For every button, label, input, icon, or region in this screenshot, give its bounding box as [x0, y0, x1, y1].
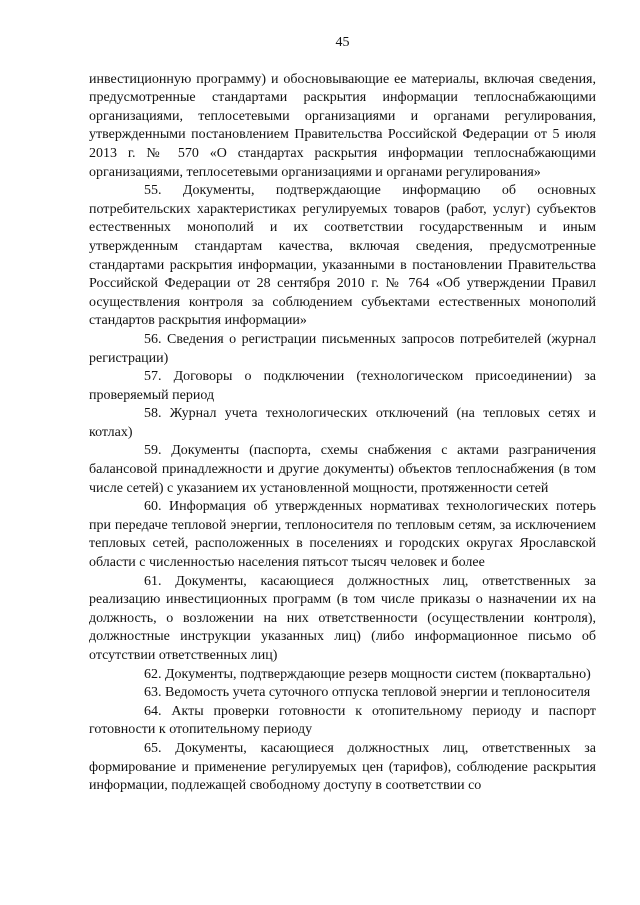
document-page [89, 34, 596, 796]
paragraph-item-63: 63. Ведомость учета суточного отпуска тепловой энергии и теплоносителя [144, 685, 591, 701]
paragraph-item-58: 58. Журнал учета технологических отключений (на тепловых сетях и котлах) [89, 406, 596, 440]
paragraph-item-55: 55. Документы, подтверждающие информацию об основных потребительских характеристиках регулируемых товаров (работ, услуг) субъектов естественных монополий и их соответствии государственным и иным утвержденным стандартам качества, включая сведения, предусмотренные стандартами раскрытия информации, указанными в постановлении Правительства Российской Федерации от 28 сентября 2010 г. № 764 «Об утверждении Правил осуществления контроля за соблюдением субъектами естественных монополий стандартов раскрытия информации» [89, 183, 596, 329]
paragraph-continuation: инвестиционную программу) и обосновывающие ее материалы, включая сведения, предусмотренные стандартами раскрытия информации теплоснабжающими организациями, теплосетевыми организациями и органами регулирования, утвержденными постановлением Правительства Российской Федерации от 5 июля 2013 г. № 570 «О стандартах раскрытия информации теплоснабжающими организациями, теплосетевыми организациями и органами регулирования» [89, 71, 596, 180]
paragraph-item-65: 65. Документы, касающиеся должностных лиц, ответственных за формирование и применение регулируемых цен (тарифов), соблюдение раскрытия информации, подлежащей свободному доступу в соответствии со [89, 740, 596, 794]
page-number: 45 [335, 35, 350, 50]
paragraph-item-57: 57. Договоры о подключении (технологическом присоединении) за проверяемый период [89, 369, 596, 403]
paragraph-item-62: 62. Документы, подтверждающие резерв мощности систем (поквартально) [144, 666, 591, 682]
paragraph-item-56: 56. Сведения о регистрации письменных запросов потребителей (журнал регистрации) [89, 331, 596, 366]
paragraph-item-60: 60. Информация об утвержденных нормативах технологических потерь при передаче тепловой энергии, теплоносителя по тепловым сетям, за исключением тепловых сетей, расположенных в поселениях и городских округах Ярославской области с численностью населения пятьсот тысяч человек и более [89, 499, 596, 571]
paragraph-item-61: 61. Документы, касающиеся должностных лиц, ответственных за реализацию инвестиционных программ (в том числе приказы о назначении их на должность, о возложении на них ответственности (осуществлении контроля), должностные инструкции указанных лиц) (либо информационное письмо об отсутствии ответственных лиц) [89, 573, 596, 663]
paragraph-item-64: 64. Акты проверки готовности к отопительному периоду и паспорт готовности к отопительному периоду [89, 703, 596, 738]
paragraph-item-59: 59. Документы (паспорта, схемы снабжения с актами разграничения балансовой принадлежности и другие документы) объектов теплоснабжения (в том числе сетей) с указанием их установленной мощности, протяженности сетей [89, 443, 596, 496]
